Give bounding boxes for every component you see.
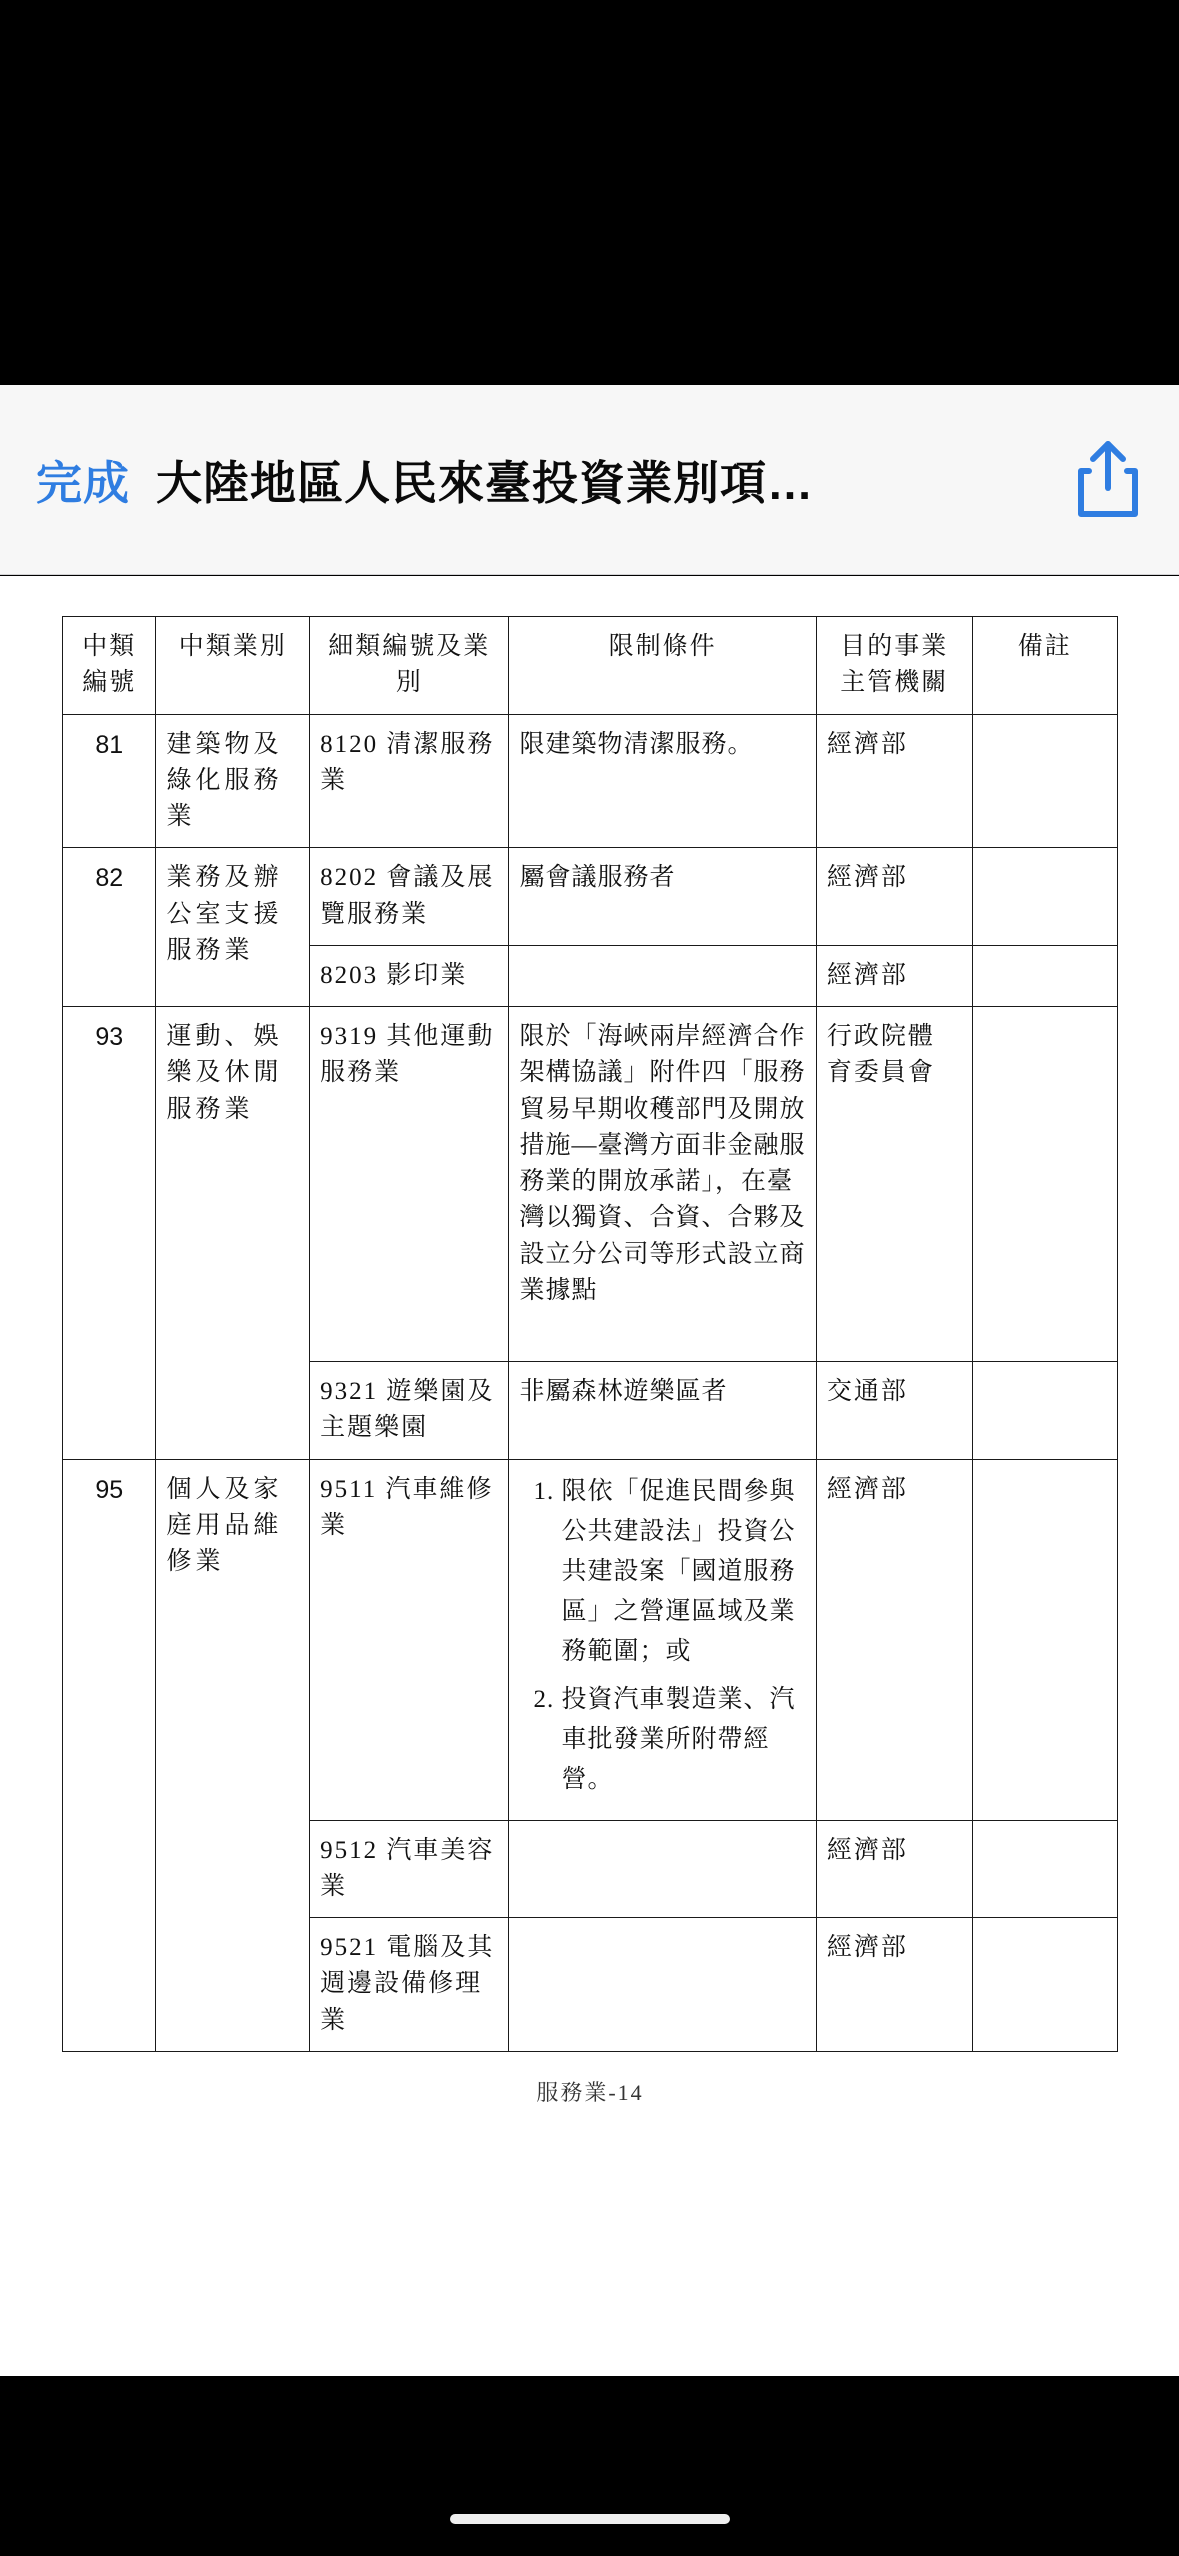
cell-authority: 交通部 bbox=[816, 1362, 972, 1460]
document-title: 大陸地區人民來臺投資業別項… bbox=[156, 456, 814, 509]
cell-authority: 行政院體育委員會 bbox=[816, 1007, 972, 1362]
cell-mid-category: 業務及辦公室支援服務業 bbox=[156, 848, 310, 1007]
investment-category-table bbox=[62, 616, 1118, 2052]
condition-list-item: 1. 限依「促進民間參與公共建設法」投資公共建設案「國道服務區」之營運區域及業務範圍；或 bbox=[561, 1472, 805, 1672]
cell-mid-category: 個人及家庭用品維修業 bbox=[156, 1459, 310, 2051]
header-note: 備註 bbox=[972, 617, 1117, 715]
share-icon[interactable] bbox=[1073, 438, 1143, 522]
document-content bbox=[62, 616, 1118, 2107]
header-authority bbox=[816, 617, 972, 715]
cell-note bbox=[972, 1007, 1117, 1362]
cell-authority: 經濟部 bbox=[816, 1459, 972, 1820]
home-indicator[interactable] bbox=[450, 2514, 730, 2524]
cell-authority: 經濟部 bbox=[816, 945, 972, 1006]
condition-list bbox=[519, 1472, 805, 1800]
header-code bbox=[63, 617, 156, 715]
status-bar-area bbox=[0, 0, 1179, 385]
document-page[interactable] bbox=[0, 576, 1179, 2376]
cell-authority: 經濟部 bbox=[816, 848, 972, 946]
table-row bbox=[63, 714, 1118, 848]
cell-sub-category: 9512 汽車美容業 bbox=[310, 1820, 509, 1918]
cell-sub-category: 8203 影印業 bbox=[310, 945, 509, 1006]
cell-mid-category: 運動、娛樂及休閒服務業 bbox=[156, 1007, 310, 1460]
cell-condition bbox=[509, 1918, 816, 2052]
cell-code: 81 bbox=[63, 714, 156, 848]
cell-condition bbox=[509, 1459, 816, 1820]
header-code-line1: 中類 bbox=[82, 633, 137, 660]
cell-condition: 限於「海峽兩岸經濟合作架構協議」附件四「服務貿易早期收穫部門及開放措施—臺灣方面非金融服務業的開放承諾」，在臺灣以獨資、合資、合夥及設立分公司等形式設立商業據點 bbox=[509, 1007, 816, 1362]
header-code-line2: 編號 bbox=[82, 669, 137, 697]
cell-sub-category: 8120 清潔服務業 bbox=[310, 714, 509, 848]
cell-note bbox=[972, 714, 1117, 848]
cell-condition: 非屬森林遊樂區者 bbox=[509, 1362, 816, 1460]
table-row bbox=[63, 1459, 1118, 1820]
cell-note bbox=[972, 945, 1117, 1006]
cell-sub-category: 9319 其他運動服務業 bbox=[310, 1007, 509, 1362]
cell-code: 82 bbox=[63, 848, 156, 1007]
header-authority-line1: 目的事業 bbox=[840, 633, 949, 660]
done-button[interactable]: 完成 bbox=[36, 456, 130, 509]
page-footer: 服務業-14 bbox=[536, 2079, 644, 2105]
navigation-bar bbox=[0, 385, 1179, 575]
bottom-bar-area bbox=[0, 2376, 1179, 2556]
header-mid-category: 中類業別 bbox=[156, 617, 310, 715]
cell-note bbox=[972, 1459, 1117, 1820]
cell-note bbox=[972, 1820, 1117, 1918]
condition-list-item: 2. 投資汽車製造業、汽車批發業所附帶經營。 bbox=[561, 1680, 805, 1800]
header-condition: 限制條件 bbox=[509, 617, 816, 715]
cell-code: 95 bbox=[63, 1459, 156, 2051]
cell-condition: 屬會議服務者 bbox=[509, 848, 816, 946]
cell-sub-category: 9511 汽車維修業 bbox=[310, 1459, 509, 1820]
table-header-row bbox=[63, 617, 1118, 715]
cell-authority: 經濟部 bbox=[816, 1820, 972, 1918]
cell-note bbox=[972, 1918, 1117, 2052]
cell-note bbox=[972, 1362, 1117, 1460]
cell-mid-category: 建築物及綠化服務業 bbox=[156, 714, 310, 848]
cell-sub-category: 8202 會議及展覽服務業 bbox=[310, 848, 509, 946]
cell-condition bbox=[509, 1820, 816, 1918]
table-row bbox=[63, 1007, 1118, 1362]
cell-authority: 經濟部 bbox=[816, 714, 972, 848]
cell-condition bbox=[509, 945, 816, 1006]
cell-sub-category: 9321 遊樂園及主題樂園 bbox=[310, 1362, 509, 1460]
cell-sub-category: 9521 電腦及其週邊設備修理業 bbox=[310, 1918, 509, 2052]
cell-code: 93 bbox=[63, 1007, 156, 1460]
cell-condition: 限建築物清潔服務。 bbox=[509, 714, 816, 848]
table-row bbox=[63, 848, 1118, 946]
cell-note bbox=[972, 848, 1117, 946]
header-sub-category: 細類編號及業別 bbox=[310, 617, 509, 715]
cell-authority: 經濟部 bbox=[816, 1918, 972, 2052]
header-authority-line2: 主管機關 bbox=[840, 669, 949, 697]
